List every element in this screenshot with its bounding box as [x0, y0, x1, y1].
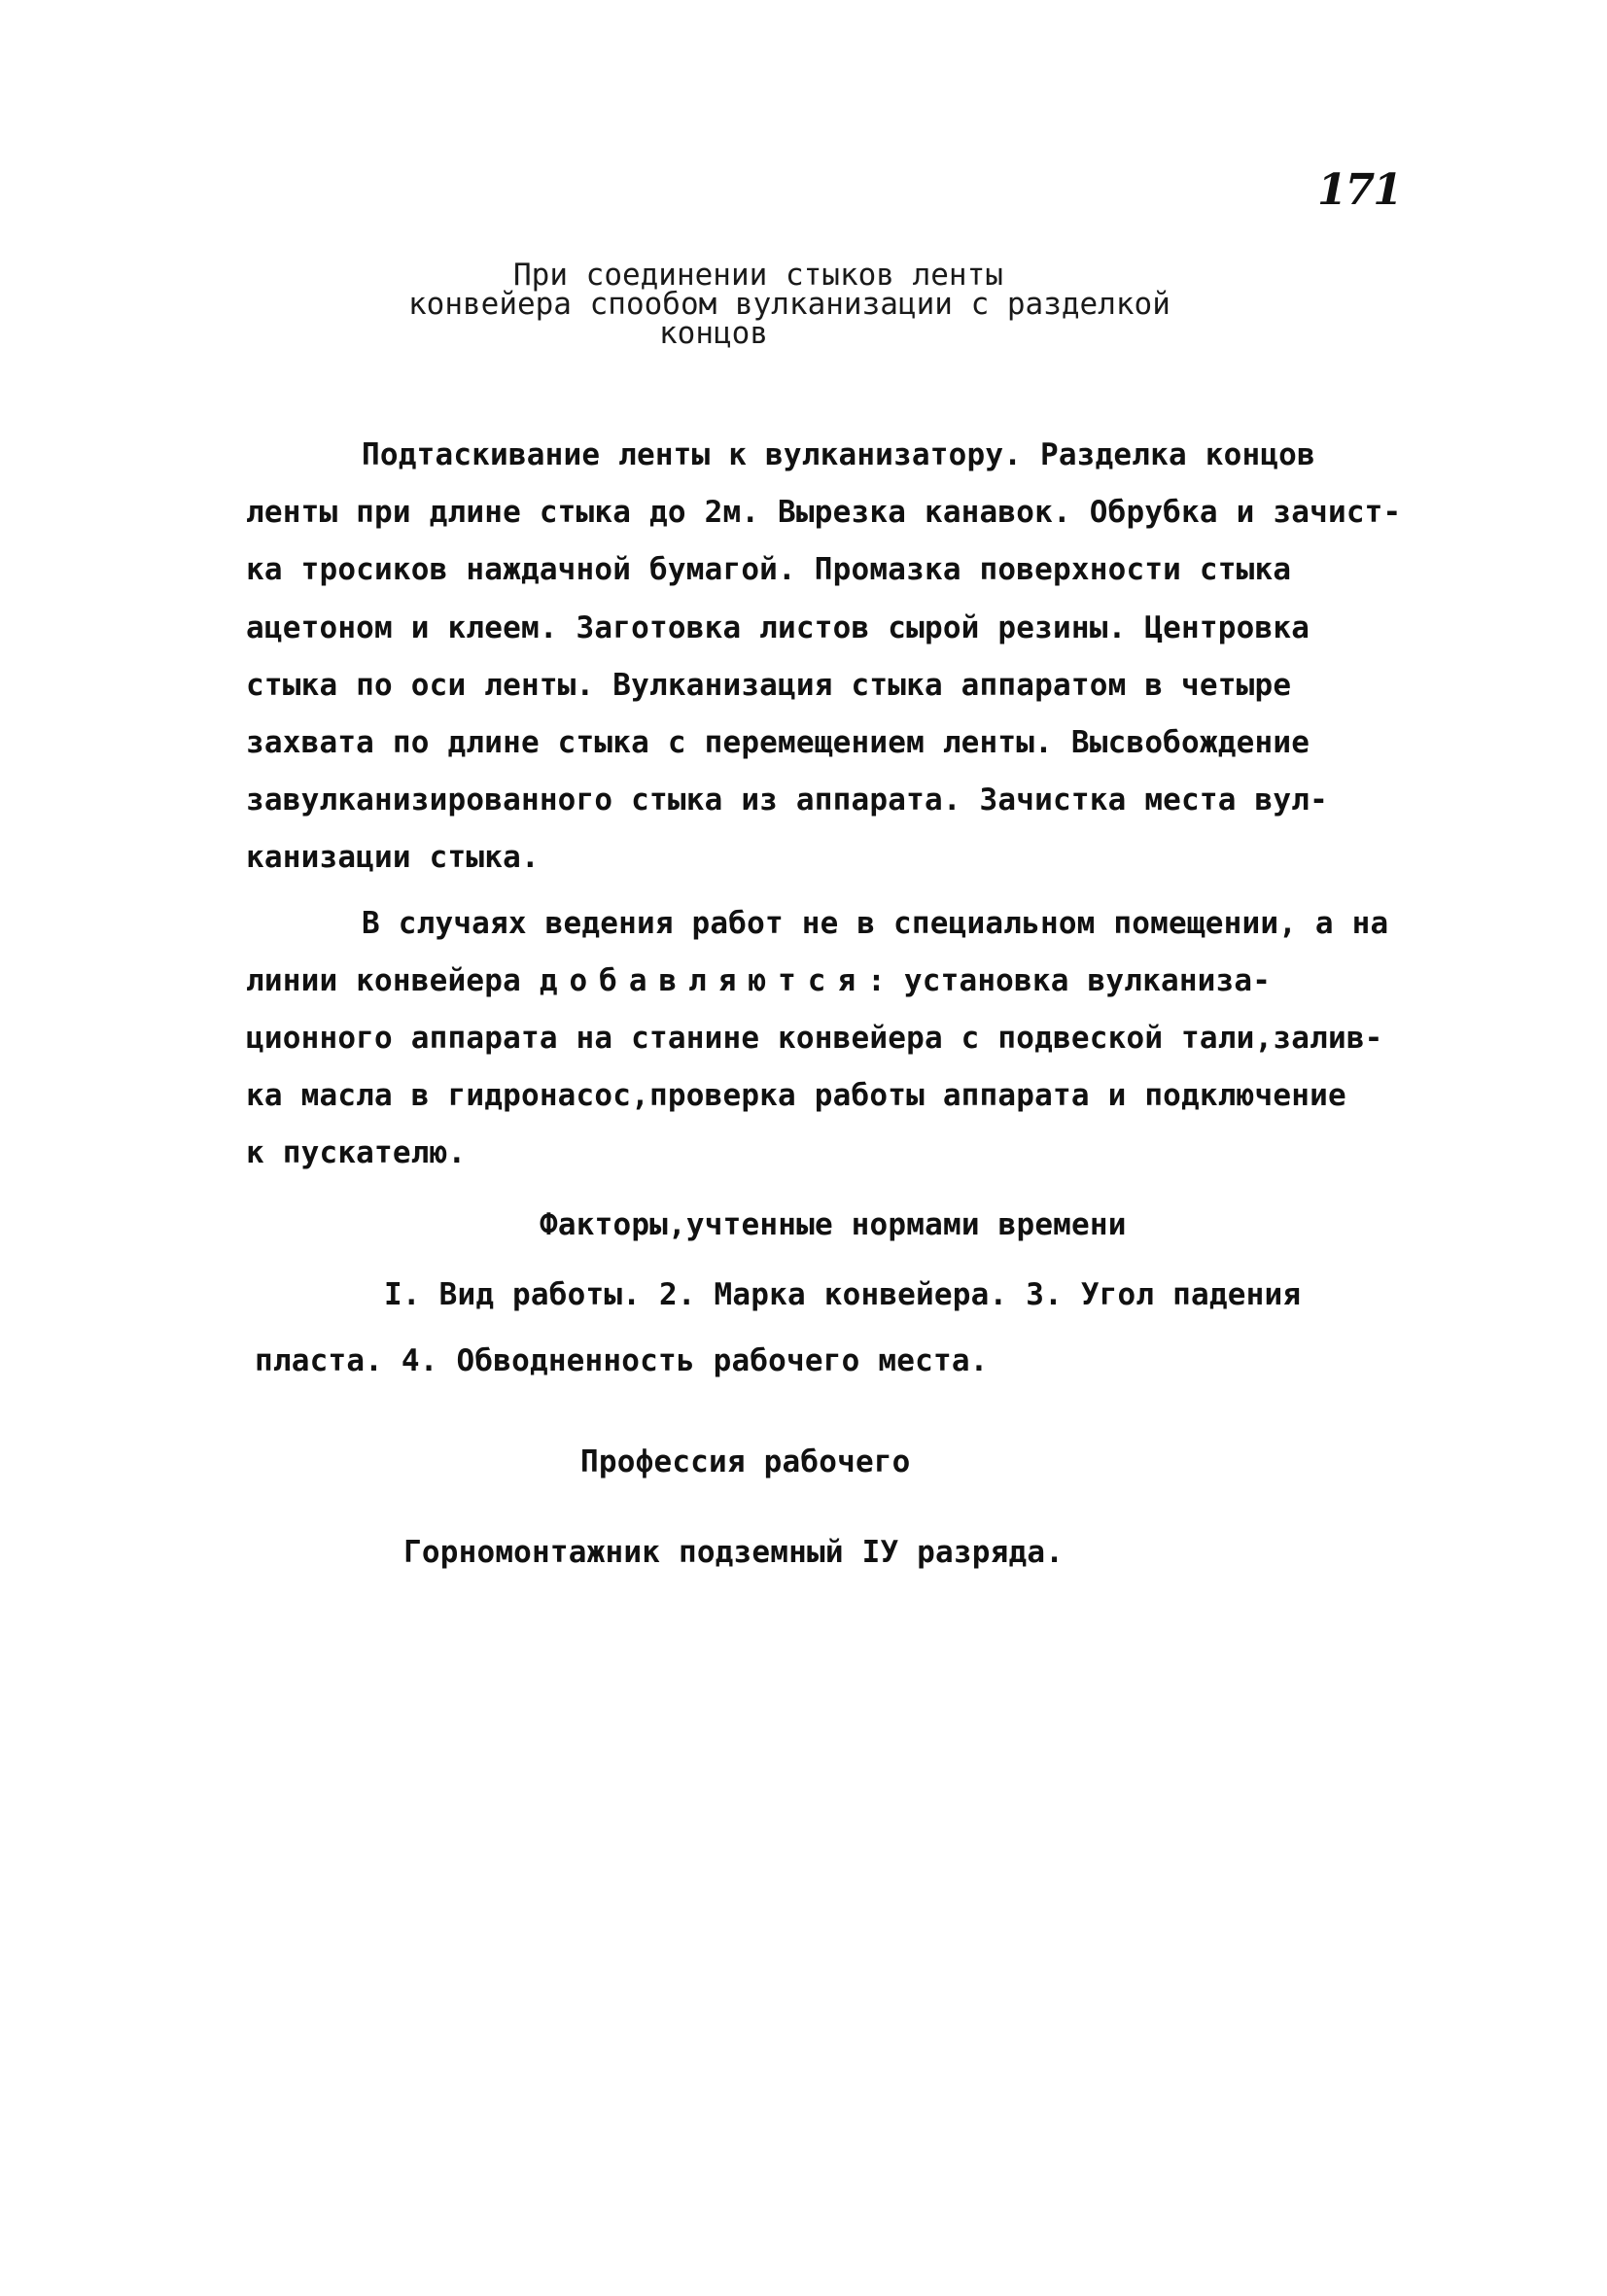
paragraph1-line-3: ка тросиков наждачной бумагой. Промазка поверхности стыка [246, 552, 1292, 587]
paragraph1-line-7: завулканизированного стыка из аппарата. Зачистка места вул- [246, 783, 1328, 818]
title-line-1: При соединении стыков ленты [513, 258, 1003, 293]
paragraph1-line-2: ленты при длине стыка до 2м. Вырезка канавок. Обрубка и зачист- [246, 495, 1402, 530]
paragraph1-line-4: ацетоном и клеем. Заготовка листов сырой резины. Центровка [246, 610, 1310, 645]
title-line-2: конвейера спообом вулканизации с разделкой [408, 287, 1170, 322]
paragraph1-line-6: захвата по длине стыка с перемещением ленты. Высвобождение [246, 725, 1310, 760]
paragraph2-line-4: ка масла в гидронасос,проверка работы аппарата и подключение [246, 1078, 1346, 1113]
factors-heading: Факторы,учтенные нормами времени [540, 1207, 1127, 1242]
factors-line-1: I. Вид работы. 2. Марка конвейера. 3. Угол падения [384, 1277, 1302, 1312]
paragraph1-line-1: Подтаскивание ленты к вулканизатору. Разделка концов [362, 437, 1315, 472]
paragraph2-line-2-end: : установка вулканиза- [867, 963, 1272, 998]
factors-line-2: пласта. 4. Обводненность рабочего места. [255, 1343, 989, 1378]
paragraph2-line-1: В случаях ведения работ не в специальном помещении, а на [362, 906, 1389, 941]
paragraph2-line-2 [246, 961, 1271, 1000]
paragraph2-line-3: ционного аппарата на станине конвейера с подвеской тали,залив- [246, 1021, 1383, 1056]
paragraph2-line-5: к пускателю. [246, 1135, 467, 1170]
page-number: 171 [1317, 165, 1401, 215]
profession-line: Горномонтажник подземный IУ разряда. [403, 1535, 1065, 1570]
paragraph2-line-2-start: линии конвейера [246, 963, 540, 998]
profession-heading: Профессия рабочего [580, 1444, 911, 1479]
paragraph1-line-5: стыка по оси ленты. Вулканизация стыка аппаратом в четыре [246, 668, 1292, 703]
paragraph1-line-8: канизации стыка. [246, 840, 540, 875]
paragraph2-spaced-word: добавляются [539, 963, 868, 998]
title-line-3: концов [659, 316, 768, 351]
